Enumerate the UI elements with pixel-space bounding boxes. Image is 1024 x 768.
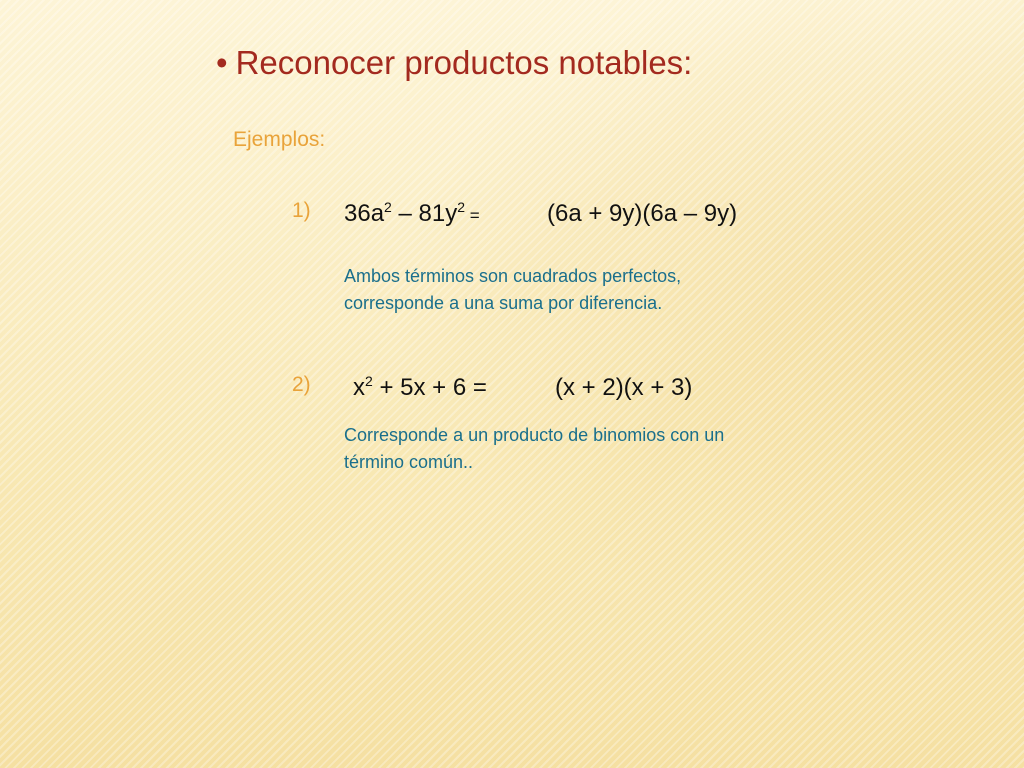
example-2-term-a: x [353, 374, 365, 401]
example-2-explanation-line-2: término común.. [344, 452, 474, 472]
example-2-expression [353, 374, 487, 402]
examples-heading: Ejemplos: [233, 128, 326, 151]
example-2-explanation-line-1: Corresponde a un producto de binomios con un [344, 425, 725, 445]
example-1-term-a: 36a [344, 200, 385, 227]
example-1-explanation-line-1: Ambos términos son cuadrados perfectos, [344, 266, 682, 286]
title-text: Reconocer productos notables: [235, 44, 693, 81]
example-1-explanation [344, 263, 844, 317]
example-2-number: 2) [292, 373, 311, 396]
example-2-exponent-a: 2 [365, 373, 373, 389]
example-1-term-b: – 81y [391, 200, 458, 227]
example-1-result: (6a + 9y)(6a – 9y) [547, 200, 738, 227]
example-1-expression [344, 200, 480, 228]
title-bullet: • [216, 44, 228, 81]
example-1-exponent-b: 2 [457, 199, 466, 215]
example-1-number: 1) [292, 199, 311, 222]
slide-title [216, 44, 692, 82]
example-1-exponent-a: 2 [384, 199, 392, 215]
example-2-result: (x + 2)(x + 3) [555, 374, 693, 401]
example-1-explanation-line-2: corresponde a una suma por diferencia. [344, 293, 663, 313]
example-2-explanation [344, 422, 844, 476]
example-1-equals: = [465, 206, 480, 225]
example-2-term-b: + 5x + 6 = [372, 374, 487, 401]
